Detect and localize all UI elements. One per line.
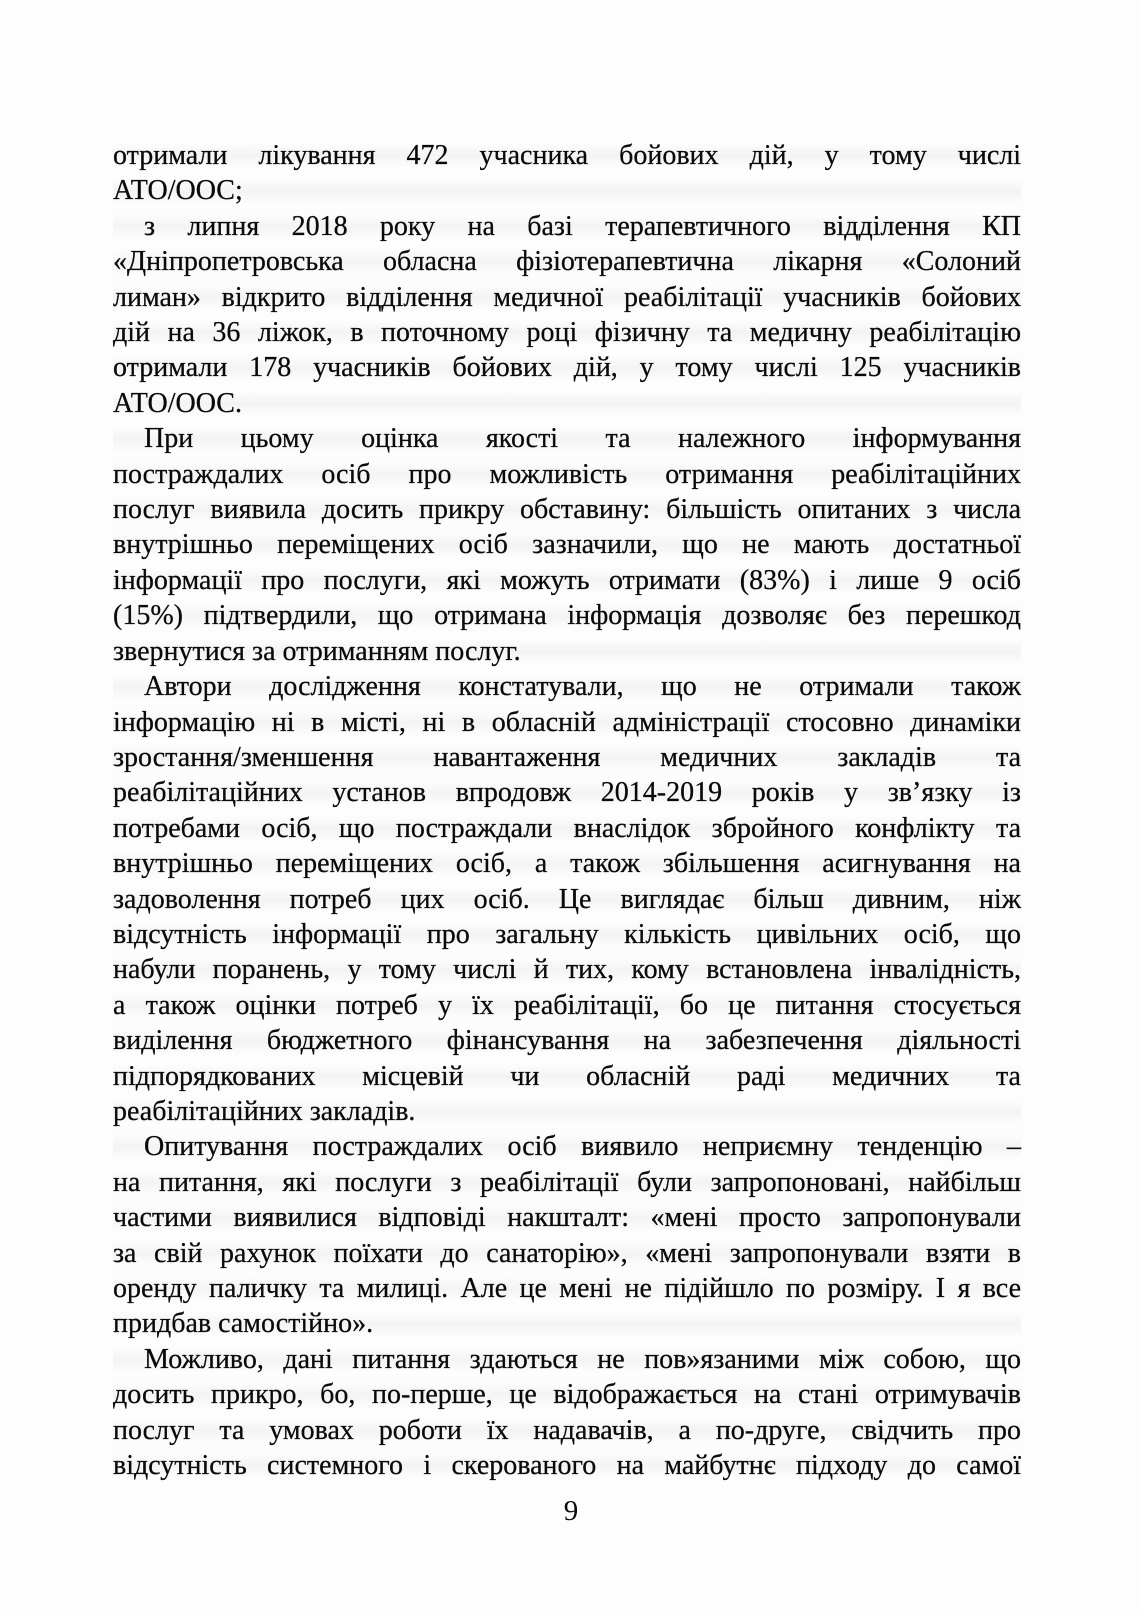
paragraph [113,209,1021,421]
text-line: задоволення потреб цих осіб. Це виглядає більш дивним, ніж [113,882,1021,917]
text-line: АТО/ООС. [113,386,1021,421]
text-line: АТО/ООС; [113,173,1021,208]
text-line: з липня 2018 року на базі терапевтичного відділення КП [113,209,1021,244]
text-line: внутрішньо переміщених осіб, а також збільшення асигнування на [113,846,1021,881]
text-line: звернутися за отриманням послуг. [113,634,1021,669]
paragraph [113,1342,1021,1484]
text-line: зростання/зменшення навантаження медичних закладів та [113,740,1021,775]
text-line: виділення бюджетного фінансування на забезпечення діяльності [113,1023,1021,1058]
text-line: потребами осіб, що постраждали внаслідок збройного конфлікту та [113,811,1021,846]
text-line: послуг та умовах роботи їх надавачів, а по-друге, свідчить про [113,1413,1021,1448]
text-line: лиман» відкрито відділення медичної реабілітації учасників бойових [113,280,1021,315]
text-line: підпорядкованих місцевій чи обласній раді медичних та [113,1059,1021,1094]
text-line: постраждалих осіб про можливість отримання реабілітаційних [113,457,1021,492]
text-line: Опитування постраждалих осіб виявило неприємну тенденцію – [113,1129,1021,1164]
paragraph [113,421,1021,669]
text-line: за свій рахунок поїхати до санаторію», «мені запропонували взяти в [113,1236,1021,1271]
paragraph [113,1129,1021,1341]
text-line: При цьому оцінка якості та належного інформування [113,421,1021,456]
text-line: на питання, які послуги з реабілітації були запропоновані, найбільш [113,1165,1021,1200]
text-line: інформації про послуги, які можуть отримати (83%) і лише 9 осіб [113,563,1021,598]
paragraph [113,669,1021,1129]
text-line: отримали 178 учасників бойових дій, у тому числі 125 учасників [113,350,1021,385]
text-line: відсутність інформації про загальну кількість цивільних осіб, що [113,917,1021,952]
text-line: набули поранень, у тому числі й тих, кому встановлена інвалідність, [113,952,1021,987]
text-line: досить прикро, бо, по-перше, це відображається на стані отримувачів [113,1377,1021,1412]
text-line: відсутність системного і скерованого на майбутнє підходу до самої [113,1448,1021,1483]
text-block [113,138,1021,1483]
text-line: внутрішньо переміщених осіб зазначили, що не мають достатньої [113,527,1021,562]
text-line: «Дніпропетровська обласна фізіотерапевтична лікарня «Солоний [113,244,1021,279]
text-line: (15%) підтвердили, що отримана інформація дозволяє без перешкод [113,598,1021,633]
text-line: дій на 36 ліжок, в поточному році фізичну та медичну реабілітацію [113,315,1021,350]
page-number: 9 [563,1495,579,1527]
text-line: реабілітаційних закладів. [113,1094,1021,1129]
text-line: послуг виявила досить прикру обставину: більшість опитаних з числа [113,492,1021,527]
text-line: придбав самостійно». [113,1306,1021,1341]
text-line: Автори дослідження констатували, що не отримали також [113,669,1021,704]
text-line: Можливо, дані питання здаються не пов»язаними між собою, що [113,1342,1021,1377]
paragraph [113,138,1021,209]
text-line: а також оцінки потреб у їх реабілітації, бо це питання стосується [113,988,1021,1023]
text-line: інформацію ні в місті, ні в обласній адміністрації стосовно динаміки [113,705,1021,740]
text-line: реабілітаційних установ впродовж 2014-2019 років у зв’язку із [113,775,1021,810]
text-line: частими виявилися відповіді накшталт: «мені просто запропонували [113,1200,1021,1235]
text-line: отримали лікування 472 учасника бойових дій, у тому числі [113,138,1021,173]
text-line: оренду паличку та милиці. Але це мені не підійшло по розміру. І я все [113,1271,1021,1306]
